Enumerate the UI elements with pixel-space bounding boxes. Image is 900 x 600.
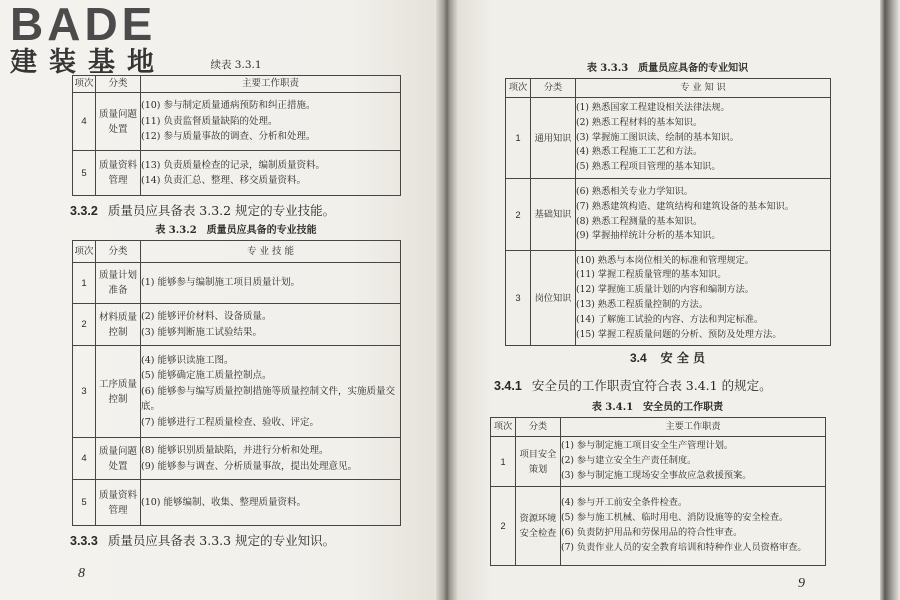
row-no: 3	[73, 346, 96, 438]
row-no: 5	[73, 480, 96, 526]
row-content	[576, 98, 831, 179]
row-category: 工序质量控制	[96, 346, 141, 438]
row-content	[141, 480, 401, 526]
list-item: (5) 参与施工机械、临时用电、消防设施等的安全检查。	[561, 512, 789, 524]
clause-text: 质量员应具备表 3.3.2 规定的专业技能。	[107, 203, 336, 218]
row-content	[141, 304, 401, 346]
clause-341	[494, 378, 772, 394]
row-no: 4	[73, 438, 96, 480]
table-row	[73, 346, 401, 438]
table-header-row	[73, 241, 401, 263]
table-row	[491, 487, 826, 566]
page-number-left: 8	[78, 566, 85, 581]
list-item: (3) 掌握施工图识读、绘制的基本知识。	[576, 131, 739, 143]
row-no: 3	[506, 251, 531, 346]
table-row	[506, 179, 831, 251]
header-category: 分类	[96, 241, 141, 263]
row-content	[576, 179, 831, 251]
table-332	[72, 240, 401, 526]
row-no: 1	[506, 98, 531, 179]
table-row	[73, 304, 401, 346]
header-category: 分类	[516, 418, 561, 437]
list-item: (7) 负责作业人员的安全教育培训和特种作业人员资格审查。	[561, 541, 807, 553]
header-no: 项次	[73, 76, 96, 93]
list-item: (11) 掌握工程质量管理的基本知识。	[576, 269, 727, 281]
table-341	[490, 417, 826, 566]
row-content	[141, 263, 401, 304]
row-category: 质量资料管理	[96, 151, 141, 196]
list-item: (14) 负责汇总、整理、移交质量资料。	[141, 175, 307, 186]
row-content	[141, 93, 401, 151]
list-item: (2) 能够评价材料、设备质量。	[141, 311, 272, 322]
list-item: (7) 熟悉建筑构造、建筑结构和建筑设备的基本知识。	[576, 200, 795, 212]
list-item: (7) 能够进行工程质量检查、验收、评定。	[141, 416, 319, 428]
list-item: (1) 参与制定施工项目安全生产管理计划。	[561, 440, 734, 452]
list-item: (10) 参与制定质量通病预防和纠正措施。	[141, 100, 316, 112]
list-item: (2) 参与建立安全生产责任制度。	[561, 455, 697, 467]
table-header-row	[506, 79, 831, 98]
table-row	[506, 98, 831, 179]
row-content	[141, 438, 401, 480]
list-item: (10) 能够编制、收集、整理质量资料。	[141, 496, 307, 508]
list-item: (4) 能够识读施工图。	[141, 354, 234, 366]
table-row	[73, 263, 401, 304]
row-category: 资源环境安全检查	[516, 487, 561, 566]
clause-text: 质量员应具备表 3.3.3 规定的专业知识。	[107, 533, 336, 548]
row-category: 材料质量控制	[96, 304, 141, 346]
list-item: (6) 熟悉相关专业力学知识。	[576, 185, 693, 197]
row-no: 2	[491, 487, 516, 566]
table-331-continued	[72, 75, 401, 196]
list-item: (13) 熟悉工程质量控制的方法。	[576, 299, 709, 310]
header-no: 项次	[73, 241, 96, 263]
watermark-logo-subtitle: 建装基地	[10, 47, 166, 78]
section-number: 3.4	[629, 351, 647, 365]
table-row	[73, 438, 401, 480]
table-row	[491, 437, 826, 487]
row-category: 质量问题处置	[96, 438, 141, 480]
header-content: 主要工作职责	[561, 418, 826, 437]
row-no: 4	[73, 93, 96, 151]
table-row	[506, 251, 831, 346]
header-content: 专 业 知 识	[576, 79, 831, 98]
clause-number: 3.3.2	[70, 204, 98, 218]
clause-number: 3.3.3	[70, 534, 98, 548]
row-no: 1	[73, 263, 96, 304]
row-category: 岗位知识	[531, 251, 576, 346]
row-content	[576, 251, 831, 346]
table-332-caption: 表 3.3.2 质量员应具备的专业技能	[155, 225, 317, 236]
list-item: (3) 能够判断施工试验结果。	[141, 326, 262, 338]
row-content	[141, 151, 401, 196]
list-item: (12) 参与质量事故的调查、分析和处理。	[141, 131, 316, 143]
list-item: (9) 能够参与调查、分析质量事故，提出处理意见。	[141, 460, 357, 472]
section-34-heading	[505, 350, 830, 366]
header-content: 主要工作职责	[141, 76, 401, 93]
row-content	[141, 346, 401, 438]
list-item: (1) 能够参与编制施工项目质量计划。	[141, 277, 300, 289]
list-item: (6) 负责防护用品和劳保用品的符合性审查。	[561, 527, 743, 538]
row-content	[561, 437, 826, 487]
list-item: (4) 参与开工前安全条件检查。	[561, 497, 688, 509]
table-333-caption: 表 3.3.3 质量员应具备的专业知识	[586, 63, 749, 74]
list-item: (8) 能够识别质量缺陷，并进行分析和处理。	[141, 445, 329, 456]
list-item: (14) 了解施工试验的内容、方法和判定标准。	[576, 313, 764, 325]
row-no: 2	[73, 304, 96, 346]
list-item: (15) 掌握工程质量问题的分析、预防及处理方法。	[576, 328, 782, 340]
header-no: 项次	[506, 79, 531, 98]
clause-number: 3.4.1	[494, 379, 522, 393]
row-category: 通用知识	[531, 98, 576, 179]
book-gutter	[436, 0, 458, 600]
list-item: (6) 能够参与编写质量控制措施等质量控制文件，实施质量交底。	[141, 385, 395, 413]
page-number-right: 9	[798, 576, 805, 591]
row-category: 质量计划准备	[96, 263, 141, 304]
clause-332	[70, 203, 335, 219]
row-no: 5	[73, 151, 96, 196]
row-category: 基础知识	[531, 179, 576, 251]
list-item: (12) 掌握施工质量计划的内容和编制方法。	[576, 284, 754, 296]
list-item: (2) 熟悉工程材料的基本知识。	[576, 116, 703, 128]
row-content	[561, 487, 826, 566]
list-item: (5) 能够确定施工质量控制点。	[141, 370, 272, 382]
list-item: (4) 熟悉工程施工工艺和方法。	[576, 146, 703, 158]
table-header-row	[491, 418, 826, 437]
row-no: 2	[506, 179, 531, 251]
header-category: 分类	[96, 76, 141, 93]
table-header-row	[73, 76, 401, 93]
watermark-logo-mark: BADE	[10, 0, 157, 50]
header-content: 专 业 技 能	[141, 241, 401, 263]
list-item: (5) 熟悉工程项目管理的基本知识。	[576, 161, 721, 173]
list-item: (8) 熟悉工程测量的基本知识。	[576, 215, 703, 227]
row-category: 质量问题处置	[96, 93, 141, 151]
list-item: (1) 熟悉国家工程建设相关法律法规。	[576, 102, 730, 113]
row-category: 项目安全策划	[516, 437, 561, 487]
list-item: (11) 负责监督质量缺陷的处理。	[141, 115, 278, 127]
header-category: 分类	[531, 79, 576, 98]
table-341-caption: 表 3.4.1 安全员的工作职责	[591, 402, 724, 413]
header-no: 项次	[491, 418, 516, 437]
table-331-caption: 续表 3.3.1	[210, 59, 262, 71]
list-item: (10) 熟悉与本岗位相关的标准和管理规定。	[576, 254, 754, 266]
table-333	[505, 78, 831, 346]
clause-text: 安全员的工作职责宜符合表 3.4.1 的规定。	[531, 378, 772, 393]
table-row	[73, 93, 401, 151]
list-item: (3) 参与制定施工现场安全事故应急救援预案。	[561, 469, 752, 481]
row-no: 1	[491, 437, 516, 487]
clause-333	[70, 533, 335, 549]
table-row	[73, 480, 401, 526]
row-category: 质量资料管理	[96, 480, 141, 526]
table-row	[73, 151, 401, 196]
page-edge	[880, 0, 900, 600]
list-item: (13) 负责质量检查的记录，编制质量资料。	[141, 159, 326, 171]
list-item: (9) 掌握抽样统计分析的基本知识。	[576, 230, 721, 242]
section-title: 安 全 员	[660, 351, 706, 365]
